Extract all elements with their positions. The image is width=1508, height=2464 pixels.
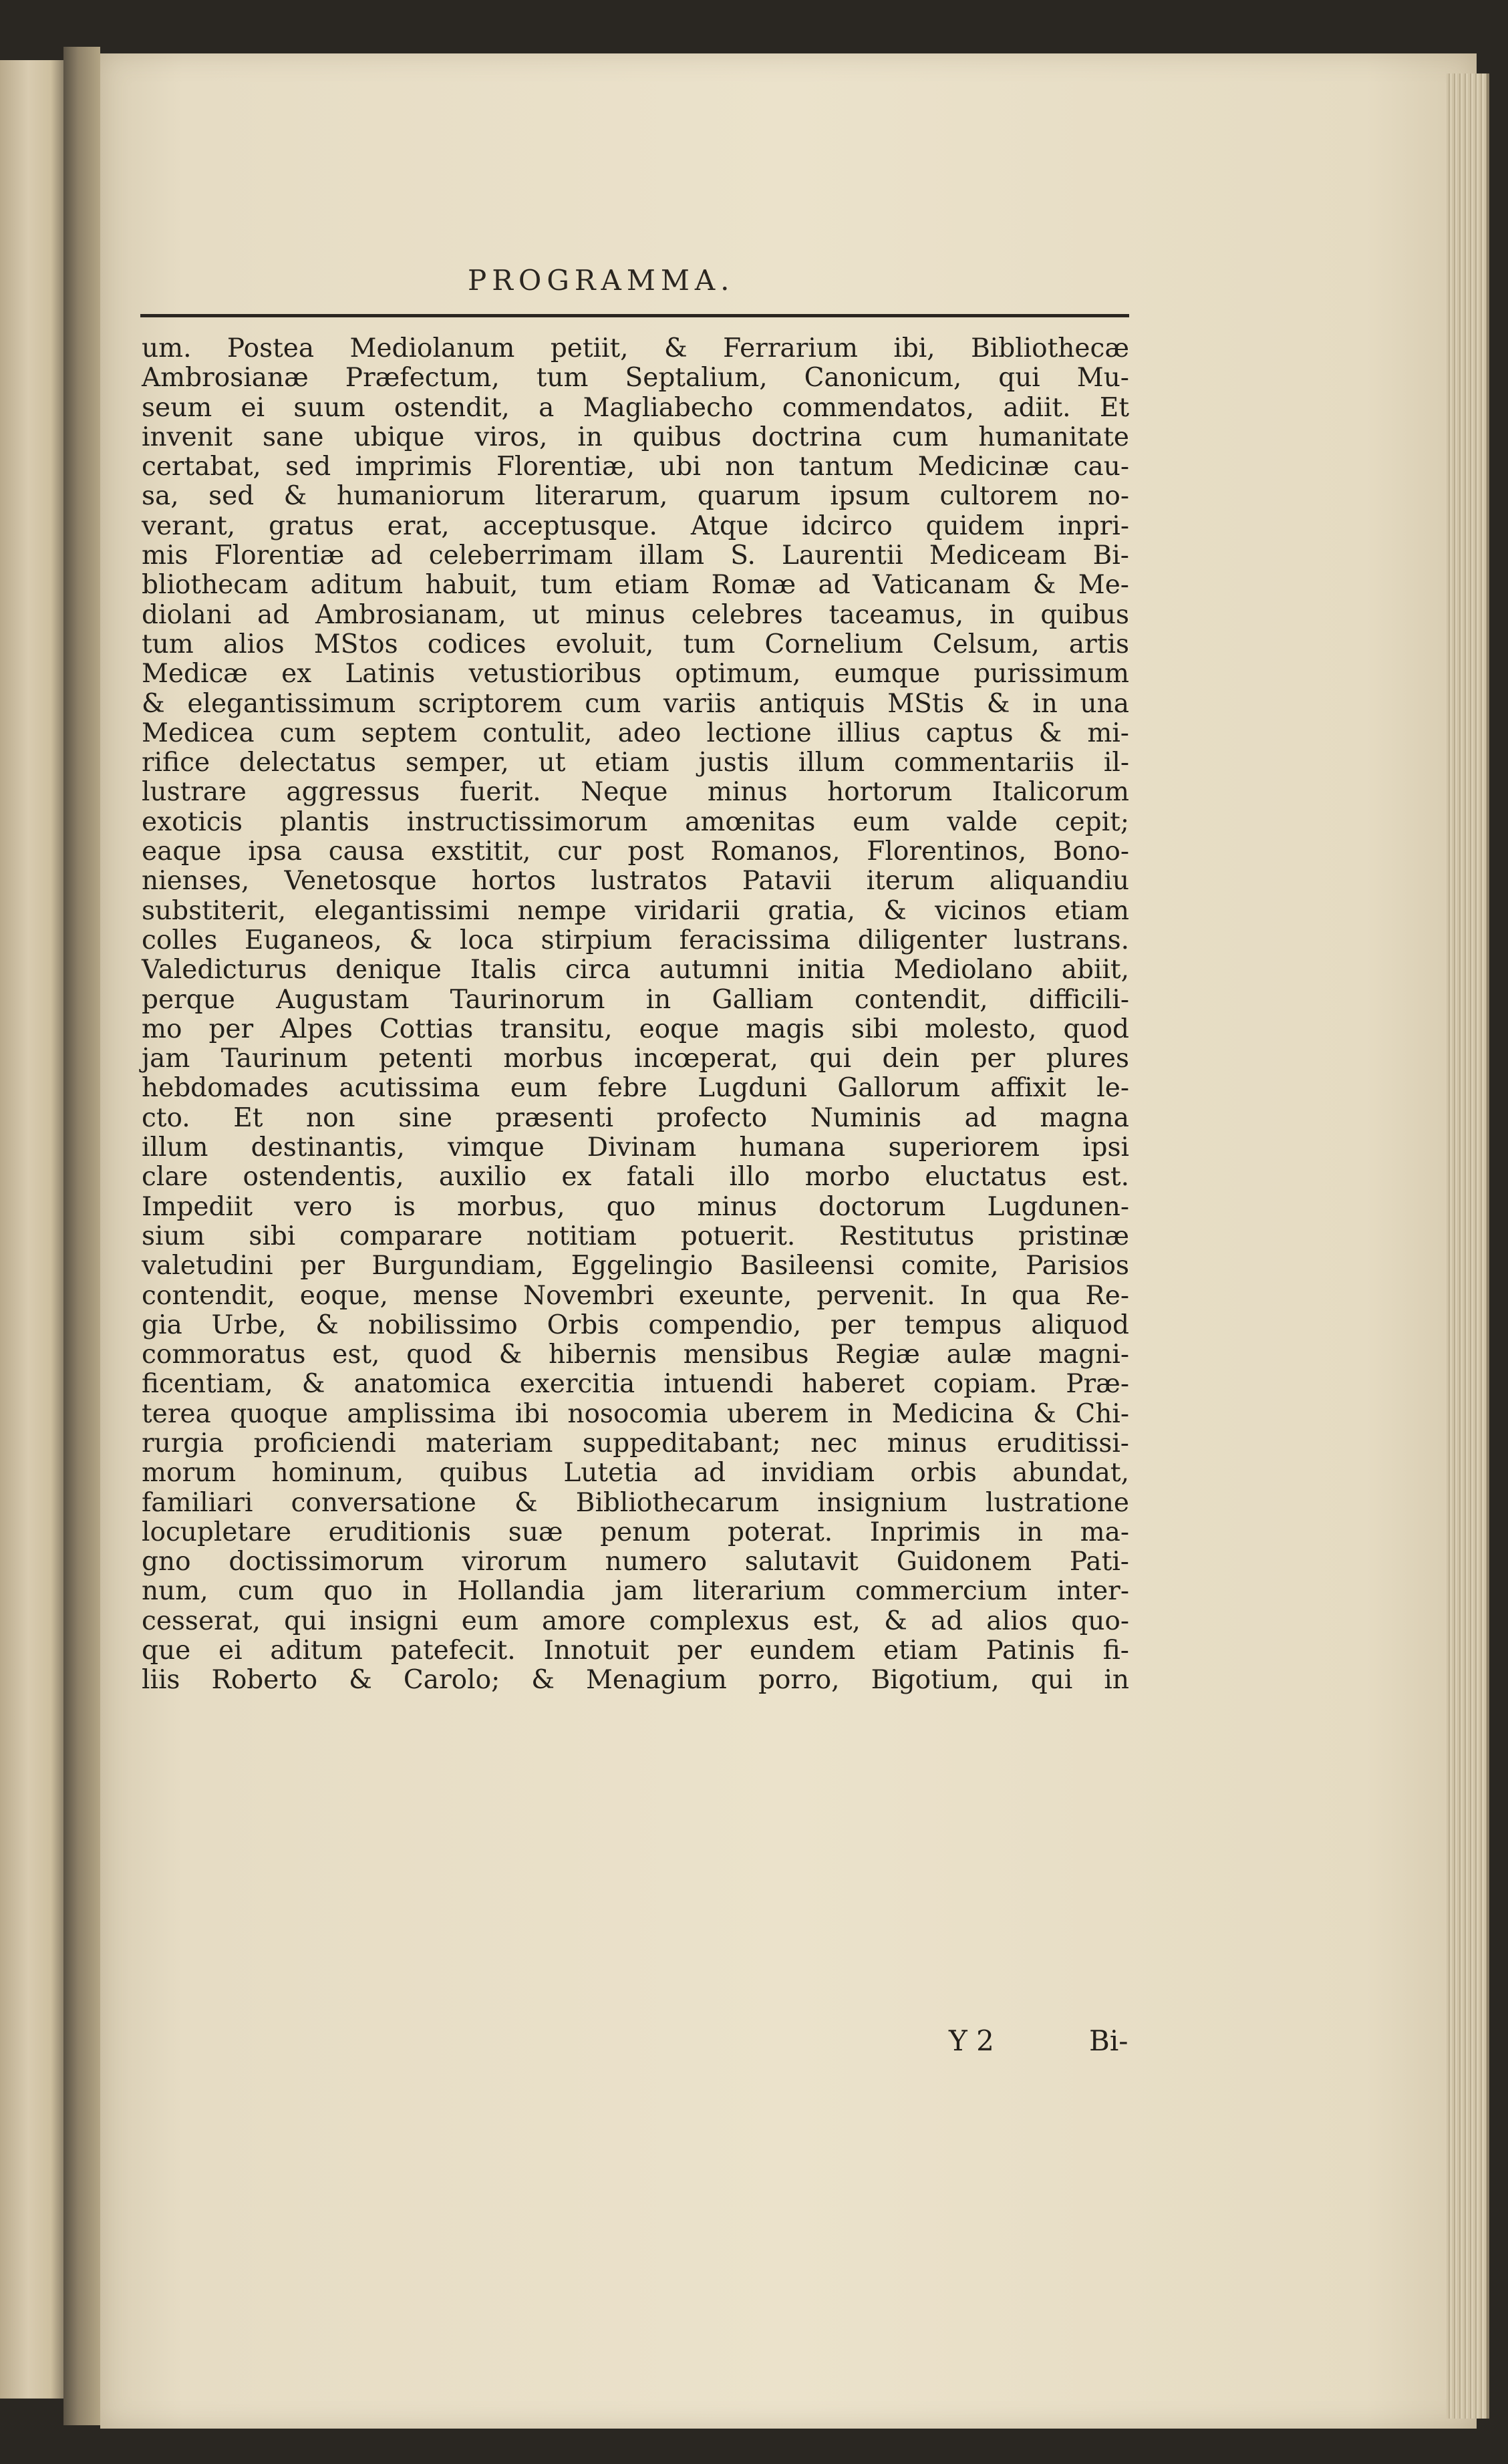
text-line: familiari conversatione & Bibliothecarum insignium lustratione	[142, 1487, 1129, 1518]
text-line: mis Florentiæ ad celeberrimam illam S. Laurentii Mediceam Bi-	[142, 541, 1129, 571]
text-line: substiterit, elegantissimi nempe viridarii gratia, & vicinos etiam	[142, 895, 1129, 926]
text-line: nienses, Venetosque hortos lustratos Patavii iterum aliquandiu	[142, 866, 1129, 897]
text-line: morum hominum, quibus Lutetia ad invidiam orbis abundat,	[142, 1458, 1129, 1489]
text-line: jam Taurinum petenti morbus incœperat, qui dein per plures	[142, 1044, 1129, 1074]
text-line: num, cum quo in Hollandia jam literarium commercium inter-	[142, 1576, 1129, 1607]
text-line: terea quoque amplissima ibi nosocomia uberem in Medicina & Chi-	[142, 1398, 1129, 1429]
text-line: colles Euganeos, & loca stirpium feracissima diligenter lustrans.	[142, 925, 1129, 955]
text-line: bliothecam aditum habuit, tum etiam Romæ ad Vaticanam & Me-	[142, 570, 1129, 601]
text-line: cto. Et non sine præsenti profecto Numinis ad magna	[142, 1102, 1129, 1133]
text-line: lustrare aggressus fuerit. Neque minus hortorum Italicorum	[142, 777, 1129, 808]
text-line: hebdomades acutissima eum febre Lugduni Gallorum affixit le-	[142, 1073, 1129, 1104]
text-line: invenit sane ubique viros, in quibus doctrina cum humanitate	[142, 422, 1129, 452]
text-line: Valedicturus denique Italis circa autumni initia Mediolano abiit,	[142, 955, 1129, 985]
text-line: valetudini per Burgundiam, Eggelingio Basileensi comite, Parisios	[142, 1251, 1129, 1281]
page-footer	[935, 2024, 1136, 2058]
text-line: rifice delectatus semper, ut etiam justis illum commentariis il-	[142, 748, 1129, 778]
text-line: diolani ad Ambrosianam, ut minus celebres taceamus, in quibus	[142, 599, 1129, 630]
text-line: commoratus est, quod & hibernis mensibus Regiæ aulæ magni-	[142, 1340, 1129, 1370]
running-header: PROGRAMMA.	[468, 264, 735, 297]
header-rule	[140, 314, 1129, 317]
signature-mark: Y 2	[949, 2024, 994, 2057]
text-line: sa, sed & humaniorum literarum, quarum ipsum cultorem no-	[142, 481, 1129, 512]
catchword: Bi-	[1089, 2024, 1128, 2057]
text-line: cesserat, qui insigni eum amore complexus est, & ad alios quo-	[142, 1605, 1129, 1636]
text-line: contendit, eoque, mense Novembri exeunte, pervenit. In qua Re-	[142, 1280, 1129, 1311]
text-line: perque Augustam Taurinorum in Galliam contendit, difficili-	[142, 984, 1129, 1015]
book-gutter	[63, 47, 100, 2425]
text-line: sium sibi comparare notitiam potuerit. Restitutus pristinæ	[142, 1221, 1129, 1251]
text-line: que ei aditum patefecit. Innotuit per eundem etiam Patinis fi-	[142, 1636, 1129, 1666]
text-line: Medicæ ex Latinis vetustioribus optimum, eumque purissimum	[142, 659, 1129, 689]
text-line: & elegantissimum scriptorem cum variis antiquis MStis & in una	[142, 688, 1129, 719]
text-line: ficentiam, & anatomica exercitia intuendi haberet copiam. Præ-	[142, 1369, 1129, 1400]
text-line: illum destinantis, vimque Divinam humana superiorem ipsi	[142, 1132, 1129, 1163]
body-text	[142, 334, 1129, 1696]
text-line: certabat, sed imprimis Florentiæ, ubi non tantum Medicinæ cau-	[142, 452, 1129, 482]
text-line: clare ostendentis, auxilio ex fatali illo morbo eluctatus est.	[142, 1162, 1129, 1193]
text-line: gia Urbe, & nobilissimo Orbis compendio, per tempus aliquod	[142, 1310, 1129, 1340]
text-line: mo per Alpes Cottias transitu, eoque magis sibi molesto, quod	[142, 1014, 1129, 1044]
text-line: Ambrosianæ Præfectum, tum Septalium, Canonicum, qui Mu-	[142, 363, 1129, 394]
text-line: Medicea cum septem contulit, adeo lectione illius captus & mi-	[142, 718, 1129, 748]
text-line: locupletare eruditionis suæ penum poterat. Inprimis in ma-	[142, 1517, 1129, 1547]
text-line: liis Roberto & Carolo; & Menagium porro, Bigotium, qui in	[142, 1665, 1129, 1696]
text-line: rurgia proficiendi materiam suppeditabant; nec minus eruditissi-	[142, 1428, 1129, 1458]
text-line: gno doctissimorum virorum numero salutavit Guidonem Pati-	[142, 1547, 1129, 1577]
text-line: exoticis plantis instructissimorum amœnitas eum valde cepit;	[142, 806, 1129, 837]
page-fore-edge	[1447, 73, 1489, 2419]
text-line: um. Postea Mediolanum petiit, & Ferrarium ibi, Bibliothecæ	[142, 333, 1129, 363]
facing-page-edge	[0, 60, 63, 2399]
text-line: eaque ipsa causa exstitit, cur post Romanos, Florentinos, Bono-	[142, 836, 1129, 867]
text-line: tum alios MStos codices evoluit, tum Cornelium Celsum, artis	[142, 629, 1129, 659]
text-line: seum ei suum ostendit, a Magliabecho commendatos, adiit. Et	[142, 392, 1129, 423]
text-line: verant, gratus erat, acceptusque. Atque idcirco quidem inpri-	[142, 510, 1129, 541]
text-line: Impediit vero is morbus, quo minus doctorum Lugdunen-	[142, 1191, 1129, 1222]
